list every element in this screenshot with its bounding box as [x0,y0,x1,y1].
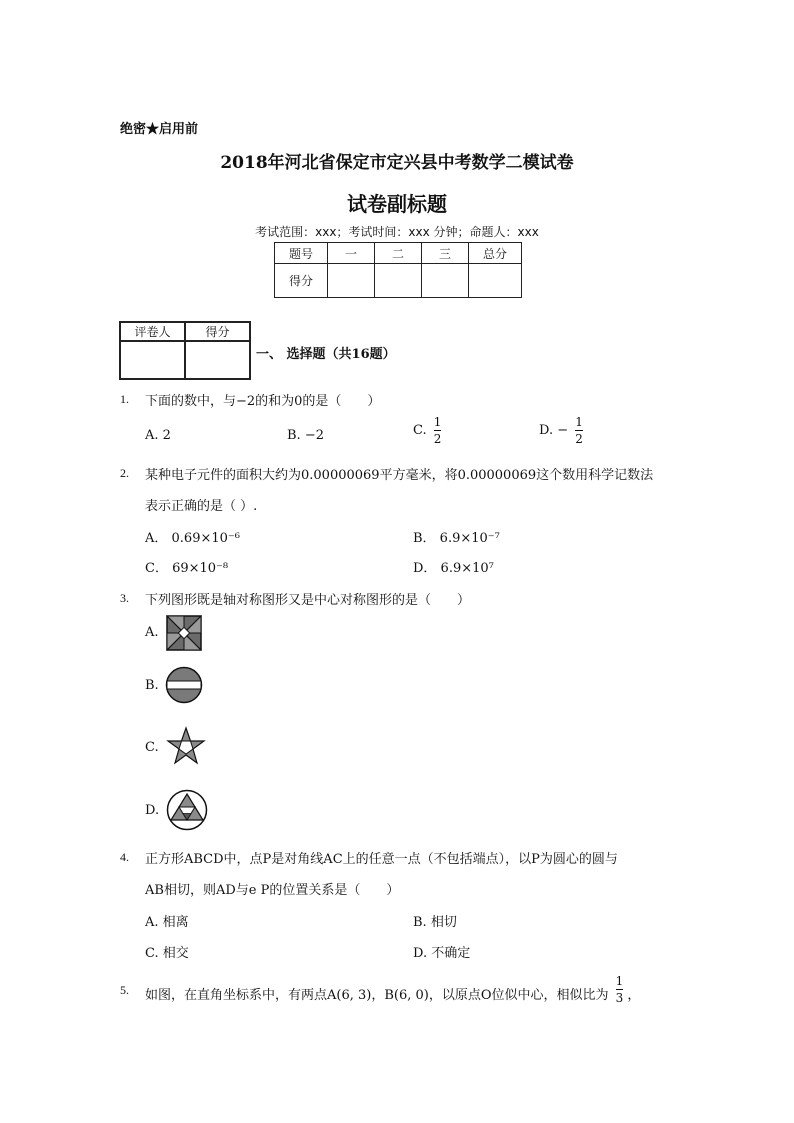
option-c[interactable]: C. 相交 [145,946,189,961]
fraction-numerator: 1 [433,415,442,429]
option-a[interactable]: A. 相离 [145,915,189,930]
question-number: 2. [120,466,129,480]
option-b[interactable]: B. [145,678,159,693]
question-text-line1: 某种电子元件的面积大约为0.00000069平方毫米，将0.00000069这个数用科学记数法 [145,468,654,483]
option-d[interactable]: D． 6.9×10⁷ [413,561,494,576]
score-table [274,242,522,298]
grader-cell[interactable] [120,341,185,379]
fraction [434,416,442,445]
option-b[interactable]: B. 相切 [413,915,457,930]
question-number: 1. [120,392,129,406]
fraction-denominator: 2 [575,432,583,446]
option-d[interactable]: D. [145,803,160,818]
score-header-cell: 二 [375,243,422,264]
option-d[interactable] [539,416,583,445]
fraction [575,416,583,445]
star-figure[interactable] [166,726,206,766]
section-title: 一、 选择题（共16题） [256,347,396,362]
score-cell[interactable] [328,264,375,298]
score-cell[interactable] [469,264,522,298]
secret-mark: 绝密★启用前 [120,122,199,137]
pinwheel-square-figure[interactable] [166,615,202,651]
fraction-denominator: 3 [615,991,624,1005]
score-header-cell: 总分 [469,243,522,264]
question-number: 5. [120,983,129,997]
question-text: 下面的数中，与−2的和为0的是（ ） [145,394,381,409]
option-a[interactable]: A. [145,625,159,640]
option-c[interactable] [413,416,441,445]
triangle-in-circle-figure[interactable] [166,789,208,831]
question-number: 4. [120,850,129,864]
option-a[interactable]: A． 0.69×10⁻⁶ [145,531,240,546]
question-text-line1: 正方形ABCD中，点P是对角线AC上的任意一点（不包括端点），以P为圆心的圆与 [145,852,618,867]
question-text: 下列图形既是轴对称图形又是中心对称图形的是（ ） [145,593,471,608]
score-header-cell: 题号 [275,243,328,264]
question-text-line2: 表示正确的是（ ）. [145,499,258,514]
score-header-cell: 三 [422,243,469,264]
exam-title: 2018年河北省保定市定兴县中考数学二模试卷 [220,153,574,173]
option-d-label: D. − [539,423,569,438]
question-text-body: 如图，在直角坐标系中，有两点A(6, 3)，B(6, 0)，以原点O位似中心，相似比为 [145,988,609,1003]
option-b[interactable]: B． 6.9×10⁻⁷ [413,531,500,546]
grader-header-cell: 得分 [185,322,250,341]
option-c[interactable]: C. [145,740,159,755]
grader-table [119,321,251,380]
score-header-cell: 一 [328,243,375,264]
option-c-label: C. [413,423,427,438]
exam-subtitle: 试卷副标题 [347,192,447,216]
score-row-label: 得分 [275,264,328,298]
question-text-line2: AB相切，则AD与e P的位置关系是（ ） [145,883,400,898]
grader-header-cell: 评卷人 [120,322,185,341]
question-text-trail: ， [627,988,641,1003]
fraction-numerator: 1 [575,415,583,429]
question-number: 3. [120,591,129,605]
option-a[interactable]: A. 2 [145,428,171,443]
score-cell[interactable] [422,264,469,298]
grader-cell[interactable] [185,341,250,379]
fraction [616,975,624,1004]
striped-circle-figure[interactable] [165,666,203,704]
fraction-numerator: 1 [615,974,624,988]
option-d[interactable]: D. 不确定 [413,946,471,961]
option-c[interactable]: C． 69×10⁻⁸ [145,561,229,576]
question-text [145,974,641,1010]
exam-info: 考试范围：xxx；考试时间：xxx 分钟；命题人：xxx [255,225,539,239]
option-b[interactable]: B. −2 [287,428,324,443]
fraction-denominator: 2 [433,432,442,446]
score-cell[interactable] [375,264,422,298]
